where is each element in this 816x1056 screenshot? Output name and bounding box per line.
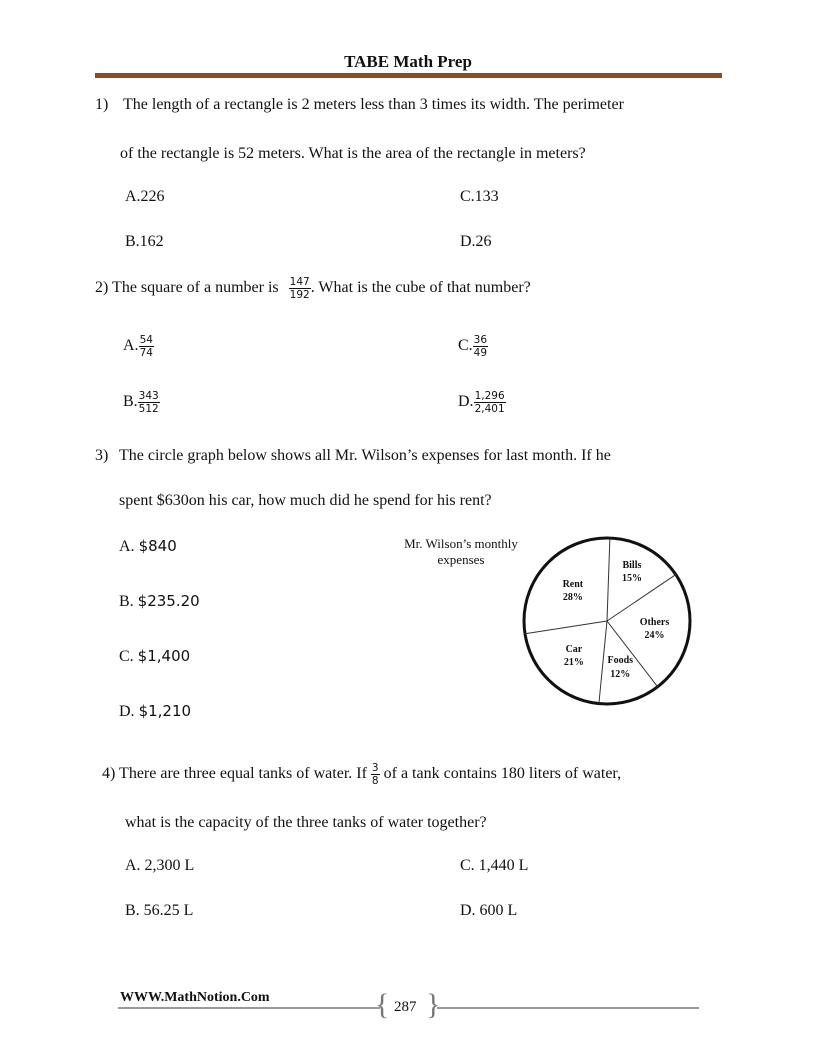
fraction-denominator: 512 <box>138 403 159 416</box>
question-3-option-b <box>119 592 200 611</box>
option-letter: C. <box>119 648 134 665</box>
footer-right-brace: } <box>426 988 441 1021</box>
pie-label-percent: 28% <box>562 592 583 604</box>
question-2-fraction-numerator: 147 <box>289 276 310 288</box>
question-2-option-b <box>123 390 160 415</box>
question-4-fraction-denominator: 8 <box>371 775 379 788</box>
footer-rule-left <box>118 1007 380 1009</box>
option-letter: B. <box>119 593 134 610</box>
question-1-option-b: B.162 <box>125 233 164 250</box>
option-letter: D. <box>458 393 474 411</box>
option-value: $1,210 <box>138 702 192 720</box>
question-2-fraction-denominator: 192 <box>289 289 310 302</box>
chart-title-line-1: Mr. Wilson’s monthly <box>404 536 518 551</box>
question-3-line-1: The circle graph below shows all Mr. Wilson’s expenses for last month. If he <box>119 447 611 464</box>
question-1-option-d: D.26 <box>460 233 492 250</box>
pie-label-name: Car <box>565 643 583 655</box>
option-value: $1,400 <box>137 647 191 665</box>
pie-label-name: Bills <box>622 559 642 571</box>
question-1-line-2: of the rectangle is 52 meters. What is the area of the rectangle in meters? <box>120 145 586 162</box>
option-value: $840 <box>138 537 177 555</box>
option-letter: D. <box>119 703 135 720</box>
question-4-line-2: what is the capacity of the three tanks of water together? <box>125 814 487 831</box>
pie-label-name: Others <box>639 616 670 628</box>
option-letter: A. <box>119 538 135 555</box>
pie-label-percent: 12% <box>610 668 631 680</box>
option-fraction <box>473 334 488 359</box>
question-3-option-c <box>119 647 190 666</box>
question-2-fraction <box>289 276 311 301</box>
question-4-option-d: D. 600 L <box>460 902 518 919</box>
option-letter: A. <box>123 337 139 355</box>
question-2-text-before: The square of a number is <box>112 279 279 297</box>
question-3-option-d <box>119 702 191 721</box>
fraction-denominator: 74 <box>139 347 153 360</box>
pie-divider-rent <box>525 621 607 634</box>
question-2-stem <box>95 276 531 301</box>
question-4-fraction <box>371 762 380 787</box>
question-1-option-a: A.226 <box>125 188 165 205</box>
question-2-number: 2) <box>95 279 109 297</box>
question-2-option-c <box>458 334 488 359</box>
footer-website-link[interactable]: WWW.MathNotion.Com <box>120 990 270 1005</box>
page-number: 287 <box>394 999 417 1015</box>
option-value: $235.20 <box>137 592 200 610</box>
footer-rule-right <box>437 1007 699 1009</box>
question-1-line-1: The length of a rectangle is 2 meters less than 3 times its width. The perimeter <box>123 96 624 113</box>
question-2-option-d <box>458 390 506 415</box>
fraction-numerator: 54 <box>139 334 153 346</box>
option-fraction <box>138 390 160 415</box>
option-letter: C. <box>458 337 473 355</box>
header-divider <box>95 73 722 78</box>
option-letter: B. <box>123 393 138 411</box>
fraction-numerator: 36 <box>473 334 488 346</box>
pie-label-car <box>544 643 604 670</box>
chart-title-line-2: expenses <box>437 551 485 567</box>
question-4-fraction-numerator: 3 <box>371 762 379 774</box>
option-fraction <box>139 334 154 359</box>
pie-label-name: Rent <box>562 578 584 590</box>
fraction-denominator: 49 <box>473 347 488 360</box>
pie-label-bills <box>602 559 662 586</box>
question-4-option-c: C. 1,440 L <box>460 857 529 874</box>
option-fraction <box>474 390 506 415</box>
question-2-option-a <box>123 334 154 359</box>
pie-label-name: Foods <box>607 655 634 667</box>
fraction-numerator: 343 <box>138 390 159 402</box>
question-4-number: 4) <box>102 765 116 783</box>
question-4-text-after: of a tank contains 180 liters of water, <box>383 765 622 783</box>
pie-label-others <box>625 616 685 643</box>
fraction-numerator: 1,296 <box>474 390 505 402</box>
question-2-text-after: . What is the cube of that number? <box>310 279 531 297</box>
question-4-option-b: B. 56.25 L <box>125 902 194 919</box>
question-1-number: 1) <box>95 96 109 113</box>
question-1-option-c: C.133 <box>460 188 499 205</box>
question-4-stem <box>102 762 621 787</box>
question-3-number: 3) <box>95 447 109 464</box>
question-4-option-a: A. 2,300 L <box>125 857 195 874</box>
question-3-line-2: spent $630on his car, how much did he spend for his rent? <box>119 492 492 509</box>
pie-label-rent <box>543 578 603 605</box>
fraction-denominator: 2,401 <box>474 403 505 416</box>
footer-left-brace: { <box>375 988 390 1021</box>
question-4-text-before: There are three equal tanks of water. If <box>119 765 367 783</box>
page-title: TABE Math Prep <box>344 52 472 71</box>
question-3-option-a <box>119 537 177 556</box>
pie-label-percent: 15% <box>621 573 642 585</box>
pie-label-percent: 21% <box>563 657 584 669</box>
pie-label-percent: 24% <box>644 630 665 642</box>
